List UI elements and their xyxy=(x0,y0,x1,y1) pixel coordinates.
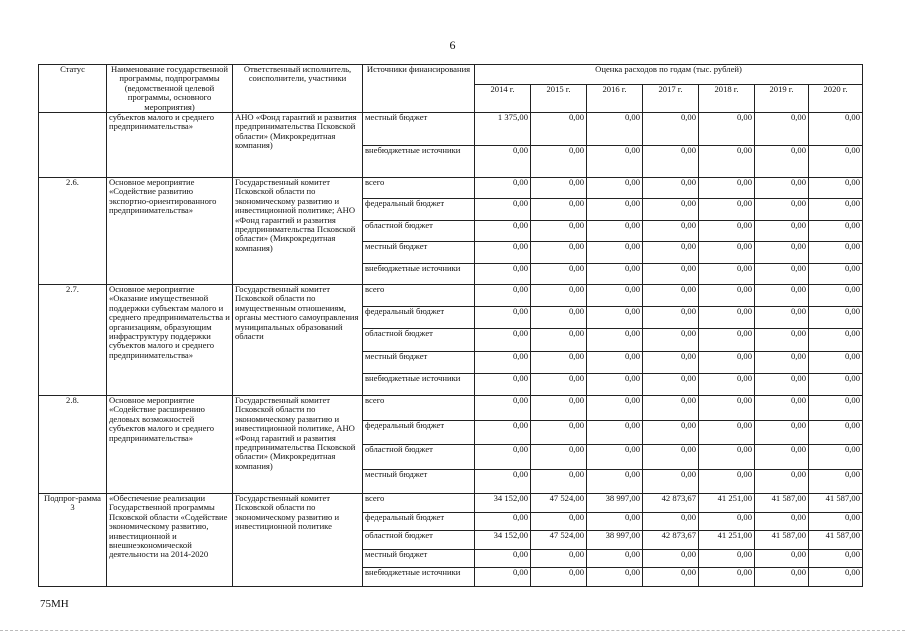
row-executor: Государственный комитет Псковской области по экономическому развитию и инвестиционной политике xyxy=(233,494,363,587)
row-value: 0,00 xyxy=(699,549,755,568)
row-value: 42 873,67 xyxy=(643,494,699,513)
row-value: 47 524,00 xyxy=(531,531,587,550)
table-row xyxy=(39,396,863,421)
row-source: местный бюджет xyxy=(363,549,475,568)
row-source: всего xyxy=(363,178,475,199)
row-executor: АНО «Фонд гарантий и развития предпринимательства Псковской области» (Микрокредитная компания) xyxy=(233,113,363,178)
header-year: 2019 г. xyxy=(755,84,809,112)
row-value: 0,00 xyxy=(587,113,643,146)
row-value: 0,00 xyxy=(531,145,587,178)
row-source: местный бюджет xyxy=(363,351,475,373)
row-source: федеральный бюджет xyxy=(363,420,475,445)
row-value: 0,00 xyxy=(587,469,643,494)
header-name: Наименование государственной программы, подпрограммы (ведомственной целевой программы, основного мероприятия) xyxy=(107,65,233,113)
row-value: 0,00 xyxy=(809,329,863,351)
row-source: всего xyxy=(363,494,475,513)
row-value: 0,00 xyxy=(531,113,587,146)
row-source: областной бюджет xyxy=(363,329,475,351)
row-value: 0,00 xyxy=(699,307,755,329)
row-value: 0,00 xyxy=(809,469,863,494)
row-value: 0,00 xyxy=(809,220,863,241)
row-value: 0,00 xyxy=(587,220,643,241)
header-sources: Источники финансирования xyxy=(363,65,475,113)
row-value: 0,00 xyxy=(809,285,863,307)
row-value: 0,00 xyxy=(475,351,531,373)
row-value: 0,00 xyxy=(531,329,587,351)
row-value: 0,00 xyxy=(699,568,755,587)
row-value: 0,00 xyxy=(643,512,699,531)
row-value: 0,00 xyxy=(699,242,755,263)
row-value: 0,00 xyxy=(755,396,809,421)
row-value: 41 587,00 xyxy=(755,531,809,550)
row-source: местный бюджет xyxy=(363,469,475,494)
row-value: 0,00 xyxy=(475,242,531,263)
row-value: 0,00 xyxy=(643,242,699,263)
row-value: 0,00 xyxy=(587,445,643,470)
row-value: 0,00 xyxy=(809,113,863,146)
row-value: 0,00 xyxy=(809,145,863,178)
row-value: 41 587,00 xyxy=(809,494,863,513)
table-row xyxy=(39,494,863,513)
row-value: 0,00 xyxy=(531,285,587,307)
row-value: 0,00 xyxy=(699,178,755,199)
row-source: областной бюджет xyxy=(363,445,475,470)
row-value: 0,00 xyxy=(699,199,755,220)
row-value: 0,00 xyxy=(755,351,809,373)
row-value: 0,00 xyxy=(475,396,531,421)
row-value: 0,00 xyxy=(587,351,643,373)
row-value: 0,00 xyxy=(755,285,809,307)
row-value: 42 873,67 xyxy=(643,531,699,550)
table-row xyxy=(39,113,863,146)
row-value: 0,00 xyxy=(755,329,809,351)
row-executor: Государственный комитет Псковской области по экономическому развитию и инвестиционной политике; АНО «Фонд гарантий и развития предпринимательства Псковской области» (Микрокредитная компания) xyxy=(233,178,363,285)
row-value: 0,00 xyxy=(531,263,587,284)
row-value: 0,00 xyxy=(699,329,755,351)
row-value: 0,00 xyxy=(755,512,809,531)
table-body xyxy=(39,113,863,587)
row-value: 0,00 xyxy=(475,568,531,587)
row-value: 0,00 xyxy=(643,351,699,373)
row-source: федеральный бюджет xyxy=(363,512,475,531)
header-costs: Оценка расходов по годам (тыс. рублей) xyxy=(475,65,863,85)
row-value: 0,00 xyxy=(699,420,755,445)
row-name: Основное мероприятие «Содействие развитию экспортно-ориентированного предпринимательства» xyxy=(107,178,233,285)
row-value: 0,00 xyxy=(475,263,531,284)
row-name: субъектов малого и среднего предпринимательства» xyxy=(107,113,233,178)
row-value: 0,00 xyxy=(643,469,699,494)
row-value: 34 152,00 xyxy=(475,494,531,513)
row-value: 0,00 xyxy=(755,445,809,470)
row-value: 0,00 xyxy=(475,549,531,568)
row-name: Основное мероприятие «Содействие расширению деловых возможностей субъектов малого и среднего предпринимательства» xyxy=(107,396,233,494)
row-value: 0,00 xyxy=(699,469,755,494)
row-value: 0,00 xyxy=(587,329,643,351)
row-value: 0,00 xyxy=(531,307,587,329)
row-value: 0,00 xyxy=(587,242,643,263)
row-value: 0,00 xyxy=(755,469,809,494)
row-source: областной бюджет xyxy=(363,220,475,241)
row-value: 0,00 xyxy=(755,307,809,329)
row-value: 0,00 xyxy=(643,549,699,568)
row-value: 0,00 xyxy=(475,512,531,531)
row-value: 0,00 xyxy=(699,512,755,531)
row-value: 0,00 xyxy=(755,420,809,445)
row-value: 0,00 xyxy=(531,549,587,568)
row-value: 41 587,00 xyxy=(809,531,863,550)
row-value: 0,00 xyxy=(475,285,531,307)
row-status: 2.8. xyxy=(39,396,107,494)
row-value: 0,00 xyxy=(587,549,643,568)
table-row xyxy=(39,178,863,199)
row-value: 0,00 xyxy=(587,307,643,329)
row-value: 0,00 xyxy=(531,420,587,445)
row-value: 0,00 xyxy=(531,242,587,263)
header-year: 2017 г. xyxy=(643,84,699,112)
header-year: 2016 г. xyxy=(587,84,643,112)
row-value: 0,00 xyxy=(587,178,643,199)
row-value: 0,00 xyxy=(475,220,531,241)
row-value: 0,00 xyxy=(475,178,531,199)
row-value: 0,00 xyxy=(809,351,863,373)
row-value: 0,00 xyxy=(699,445,755,470)
row-value: 0,00 xyxy=(809,199,863,220)
row-value: 0,00 xyxy=(531,568,587,587)
row-name: «Обеспечение реализации Государственной программы Псковской области «Содействие экономическому развитию, инвестиционной и внешнеэкономической деятельности на 2014-2020 xyxy=(107,494,233,587)
row-source: областной бюджет xyxy=(363,531,475,550)
row-value: 0,00 xyxy=(587,396,643,421)
row-value: 47 524,00 xyxy=(531,494,587,513)
row-value: 0,00 xyxy=(643,113,699,146)
row-value: 0,00 xyxy=(755,549,809,568)
row-value: 34 152,00 xyxy=(475,531,531,550)
row-value: 0,00 xyxy=(809,445,863,470)
row-value: 0,00 xyxy=(587,285,643,307)
row-name: Основное мероприятие «Оказание имущественной поддержки субъектам малого и среднего предпринимательства и организациям, образующим инфраструктуру поддержки субъектов малого и среднего предпринимательства» xyxy=(107,285,233,396)
row-value: 0,00 xyxy=(475,420,531,445)
row-value: 0,00 xyxy=(755,220,809,241)
row-value: 0,00 xyxy=(475,199,531,220)
row-value: 0,00 xyxy=(699,396,755,421)
row-value: 0,00 xyxy=(531,199,587,220)
row-status: Подпрог-рамма 3 xyxy=(39,494,107,587)
row-value: 0,00 xyxy=(699,220,755,241)
row-source: местный бюджет xyxy=(363,113,475,146)
row-source: всего xyxy=(363,285,475,307)
row-value: 38 997,00 xyxy=(587,494,643,513)
row-value: 0,00 xyxy=(643,199,699,220)
row-value: 0,00 xyxy=(755,113,809,146)
row-value: 0,00 xyxy=(643,263,699,284)
row-value: 41 251,00 xyxy=(699,531,755,550)
row-value: 0,00 xyxy=(699,145,755,178)
row-value: 0,00 xyxy=(809,420,863,445)
header-year: 2015 г. xyxy=(531,84,587,112)
row-value: 0,00 xyxy=(809,549,863,568)
row-value: 0,00 xyxy=(755,178,809,199)
row-source: федеральный бюджет xyxy=(363,199,475,220)
row-value: 0,00 xyxy=(531,220,587,241)
row-value: 0,00 xyxy=(531,178,587,199)
row-value: 0,00 xyxy=(699,113,755,146)
page-number: 6 xyxy=(449,38,456,52)
header-year: 2014 г. xyxy=(475,84,531,112)
row-value: 0,00 xyxy=(809,263,863,284)
row-status: 2.6. xyxy=(39,178,107,285)
row-status xyxy=(39,113,107,178)
row-value: 0,00 xyxy=(755,199,809,220)
row-value: 0,00 xyxy=(755,263,809,284)
row-value: 0,00 xyxy=(643,373,699,395)
row-value: 0,00 xyxy=(643,178,699,199)
row-value: 0,00 xyxy=(531,512,587,531)
row-value: 0,00 xyxy=(475,329,531,351)
row-value: 0,00 xyxy=(475,445,531,470)
document-code: 75МН xyxy=(40,598,69,610)
row-value: 0,00 xyxy=(643,445,699,470)
row-value: 0,00 xyxy=(531,445,587,470)
row-source: внебюджетные источники xyxy=(363,263,475,284)
row-value: 0,00 xyxy=(755,568,809,587)
row-value: 0,00 xyxy=(755,373,809,395)
row-value: 0,00 xyxy=(475,145,531,178)
row-value: 0,00 xyxy=(531,469,587,494)
row-value: 0,00 xyxy=(809,307,863,329)
row-value: 0,00 xyxy=(587,199,643,220)
row-value: 0,00 xyxy=(643,420,699,445)
row-value: 1 375,00 xyxy=(475,113,531,146)
row-source: местный бюджет xyxy=(363,242,475,263)
budget-table xyxy=(38,64,863,587)
row-value: 0,00 xyxy=(643,285,699,307)
row-value: 0,00 xyxy=(699,285,755,307)
header-executor: Ответственный исполнитель, соисполнители, участники xyxy=(233,65,363,113)
row-source: всего xyxy=(363,396,475,421)
row-source: федеральный бюджет xyxy=(363,307,475,329)
header-status: Статус xyxy=(39,65,107,113)
row-value: 0,00 xyxy=(643,307,699,329)
row-value: 0,00 xyxy=(531,396,587,421)
row-value: 0,00 xyxy=(809,396,863,421)
row-value: 0,00 xyxy=(699,351,755,373)
scan-edge-line xyxy=(0,630,905,631)
row-value: 0,00 xyxy=(643,396,699,421)
row-source: внебюджетные источники xyxy=(363,568,475,587)
row-executor: Государственный комитет Псковской области по имущественным отношениям, органы местного самоуправления муниципальных образований области xyxy=(233,285,363,396)
row-value: 0,00 xyxy=(643,220,699,241)
row-value: 0,00 xyxy=(699,263,755,284)
row-value: 0,00 xyxy=(587,145,643,178)
row-value: 38 997,00 xyxy=(587,531,643,550)
table-header xyxy=(39,65,863,113)
table-row xyxy=(39,285,863,307)
header-year: 2020 г. xyxy=(809,84,863,112)
row-value: 0,00 xyxy=(531,351,587,373)
row-executor: Государственный комитет Псковской области по экономическому развитию и инвестиционной политике, АНО «Фонд гарантий и развития предпринимательства Псковской области» (Микрокредитная компания) xyxy=(233,396,363,494)
row-source: внебюджетные источники xyxy=(363,373,475,395)
row-value: 0,00 xyxy=(587,420,643,445)
row-value: 0,00 xyxy=(587,373,643,395)
row-source: внебюджетные источники xyxy=(363,145,475,178)
row-value: 0,00 xyxy=(643,145,699,178)
row-value: 41 251,00 xyxy=(699,494,755,513)
row-value: 0,00 xyxy=(643,568,699,587)
row-value: 0,00 xyxy=(475,307,531,329)
row-value: 0,00 xyxy=(475,469,531,494)
row-value: 0,00 xyxy=(809,373,863,395)
row-value: 0,00 xyxy=(809,512,863,531)
row-value: 0,00 xyxy=(809,568,863,587)
row-value: 0,00 xyxy=(587,568,643,587)
row-value: 0,00 xyxy=(587,512,643,531)
row-value: 0,00 xyxy=(755,242,809,263)
row-value: 0,00 xyxy=(809,242,863,263)
row-value: 0,00 xyxy=(531,373,587,395)
row-value: 0,00 xyxy=(755,145,809,178)
row-value: 0,00 xyxy=(643,329,699,351)
row-value: 0,00 xyxy=(475,373,531,395)
header-year: 2018 г. xyxy=(699,84,755,112)
row-value: 0,00 xyxy=(587,263,643,284)
row-status: 2.7. xyxy=(39,285,107,396)
row-value: 0,00 xyxy=(699,373,755,395)
row-value: 0,00 xyxy=(809,178,863,199)
row-value: 41 587,00 xyxy=(755,494,809,513)
